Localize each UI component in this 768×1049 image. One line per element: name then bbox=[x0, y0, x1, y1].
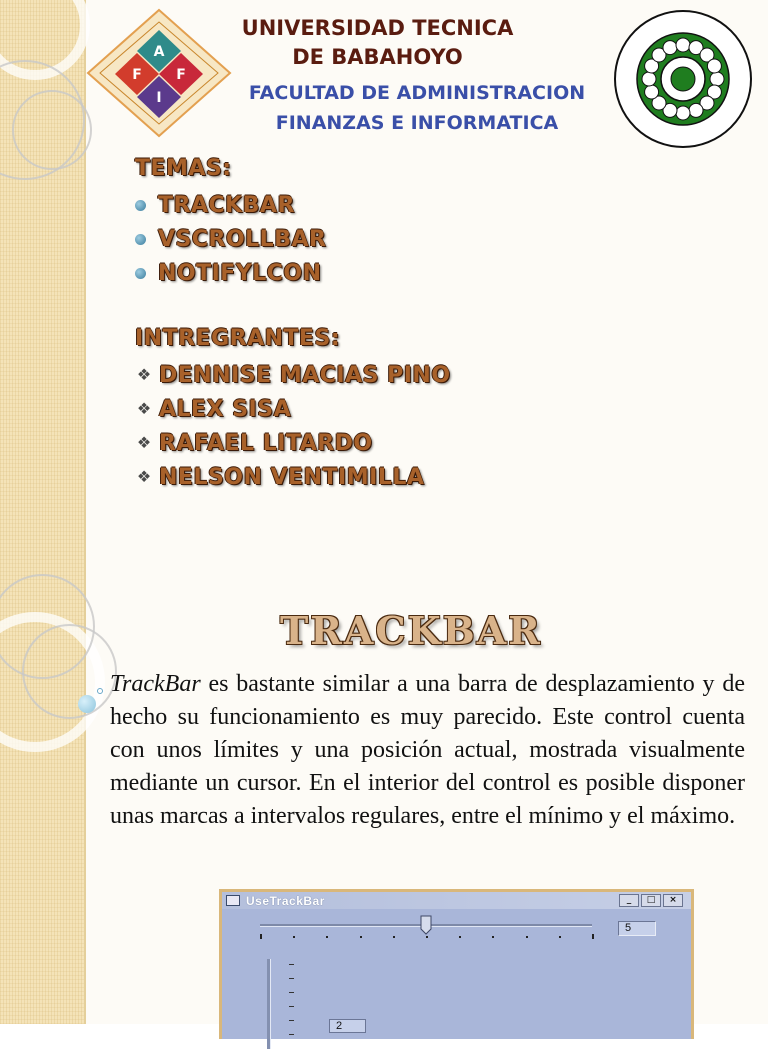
description-paragraph bbox=[110, 668, 745, 833]
paragraph-body: es bastante similar a una barra de desplazamiento y de hecho su funcionamiento es muy parecido. Este control cuenta con unos límites y una posición actual, mostrada visualmente mediante un cursor. En el interior del control es posible disponer unas marcas a intervalos regulares, entre el mínimo y el máximo. bbox=[110, 671, 745, 829]
diamond-bullet-icon: ❖ bbox=[136, 367, 152, 384]
member-name: NELSON VENTIMILLA bbox=[159, 464, 425, 490]
vertical-trackbar-tick bbox=[289, 1034, 294, 1035]
window-title: UseTrackBar bbox=[246, 893, 325, 908]
temas-heading: TEMAS: bbox=[135, 156, 232, 181]
diamond-bullet-icon: ❖ bbox=[136, 469, 152, 486]
integrantes-heading: INTREGRANTES: bbox=[135, 326, 341, 351]
diamond-bullet-icon: ❖ bbox=[136, 435, 152, 452]
faculty-title-line: FINANZAS E INFORMATICA bbox=[275, 112, 559, 134]
seal-tooth bbox=[710, 72, 724, 86]
member-name: ALEX SISA bbox=[159, 396, 292, 422]
integrantes-list bbox=[135, 358, 451, 494]
bullet-dot-icon bbox=[135, 200, 146, 211]
minimize-button[interactable]: _ bbox=[619, 894, 639, 907]
seal-tooth bbox=[707, 59, 721, 73]
maximize-button[interactable]: □ bbox=[641, 894, 661, 907]
tema-label: NOTIFYLCON bbox=[158, 260, 322, 286]
trackbar-tick bbox=[393, 936, 395, 938]
trackbar-value-box[interactable]: 5 bbox=[618, 921, 656, 936]
slide-cover bbox=[0, 0, 768, 512]
list-item bbox=[135, 256, 326, 290]
logo-letter: F bbox=[176, 67, 186, 83]
logo-letter: I bbox=[156, 90, 162, 106]
member-name: RAFAEL LITARDO bbox=[159, 430, 373, 456]
decorative-dot bbox=[97, 688, 103, 694]
trackbar-tick bbox=[326, 936, 328, 938]
slide-trackbar bbox=[0, 512, 768, 1032]
vertical-trackbar-tick bbox=[289, 978, 294, 979]
window-titlebar[interactable] bbox=[222, 892, 691, 909]
trackbar-tick bbox=[459, 936, 461, 938]
seal-tooth bbox=[642, 72, 656, 86]
university-seal bbox=[612, 8, 754, 150]
temas-list bbox=[135, 188, 326, 290]
seal-tooth bbox=[676, 38, 690, 52]
member-name: DENNISE MACIAS PINO bbox=[159, 362, 451, 388]
trackbar-tick bbox=[260, 934, 262, 939]
list-item bbox=[135, 426, 451, 460]
seal-tooth bbox=[689, 103, 703, 117]
window-controls bbox=[619, 894, 683, 907]
trackbar-tick bbox=[526, 936, 528, 938]
decorative-dot bbox=[78, 695, 96, 713]
trackbar-tick bbox=[492, 936, 494, 938]
vertical-trackbar-tick bbox=[289, 1020, 294, 1021]
trackbar-tick bbox=[426, 936, 428, 938]
seal-tooth bbox=[663, 41, 677, 55]
faculty-title bbox=[222, 78, 612, 138]
faculty-title-line: FACULTAD DE ADMINISTRACION bbox=[248, 82, 586, 104]
vertical-trackbar-tick bbox=[289, 1006, 294, 1007]
list-item bbox=[135, 188, 326, 222]
tema-label: VSCROLLBAR bbox=[158, 226, 327, 252]
vertical-trackbar-tick bbox=[289, 992, 294, 993]
bullet-dot-icon bbox=[135, 234, 146, 245]
vertical-value-box[interactable]: 2 bbox=[329, 1019, 366, 1033]
seal-tooth bbox=[676, 106, 690, 120]
list-item bbox=[135, 358, 451, 392]
trackbar-tick bbox=[559, 936, 561, 938]
trackbar-tick bbox=[360, 936, 362, 938]
list-item bbox=[135, 392, 451, 426]
trackbar-tick bbox=[592, 934, 594, 939]
slide-title: TRACKBAR bbox=[280, 608, 542, 653]
term-trackbar: TrackBar bbox=[110, 671, 201, 697]
logo-letter: F bbox=[132, 67, 142, 83]
seal-tooth bbox=[645, 85, 659, 99]
window-app-icon bbox=[226, 895, 240, 906]
logo-letter: A bbox=[153, 44, 165, 60]
bullet-dot-icon bbox=[135, 268, 146, 279]
trackbar-tick bbox=[293, 936, 295, 938]
list-item bbox=[135, 222, 326, 256]
tema-label: TRACKBAR bbox=[158, 192, 295, 218]
list-item bbox=[135, 460, 451, 494]
decorative-ring bbox=[22, 624, 117, 719]
vertical-trackbar-track[interactable] bbox=[267, 959, 271, 1049]
faculty-logo bbox=[84, 8, 234, 138]
diamond-bullet-icon: ❖ bbox=[136, 401, 152, 418]
university-title: UNIVERSIDAD TECNICA DE BABAHOYO bbox=[241, 16, 514, 69]
trackbar-thumb[interactable] bbox=[420, 915, 432, 935]
sidebar-edge bbox=[84, 512, 86, 1024]
vertical-trackbar-tick bbox=[289, 964, 294, 965]
close-button[interactable]: × bbox=[663, 894, 683, 907]
demo-window bbox=[219, 889, 694, 1039]
